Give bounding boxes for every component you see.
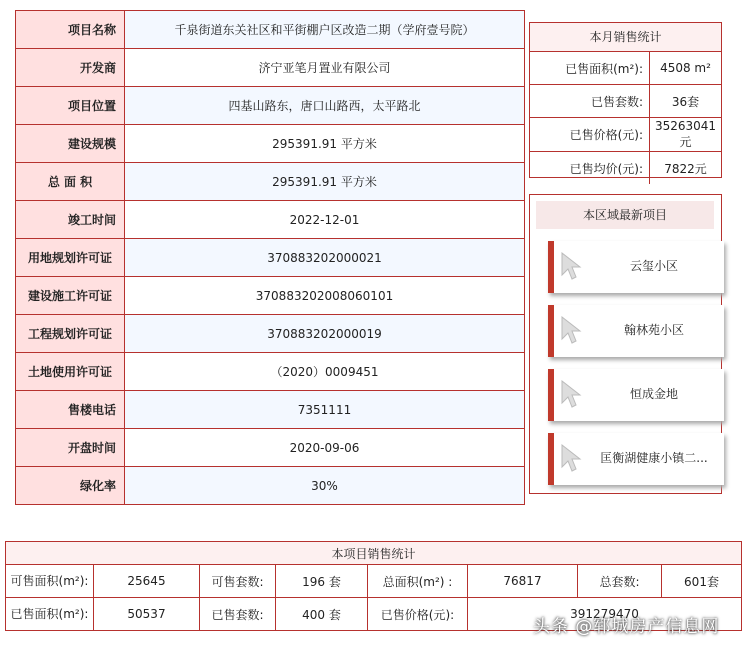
info-label: 建设施工许可证 [16,277,125,315]
stats-value: 391279470 [468,598,742,631]
monthly-value: 35263041元 [650,118,722,152]
info-row [16,201,525,239]
stats-label: 已售价格(元): [368,598,468,631]
info-label: 工程规划许可证 [16,315,125,353]
info-row [16,277,525,315]
monthly-value: 4508 m² [660,61,711,75]
info-value: 30% [125,467,525,505]
info-row [16,87,525,125]
stats-value: 25645 [94,565,200,598]
nearby-project-name[interactable]: 翰林苑小区 [623,323,684,337]
stats-label: 总面积(m²) : [368,565,468,598]
nearby-projects-title: 本区域最新项目 [536,201,714,229]
info-value: 370883202000021 [125,239,525,277]
nearby-project-name[interactable]: 匡衡湖健康小镇二... [600,451,708,465]
info-value: 370883202008060101 [125,277,525,315]
monthly-label: 已售价格(元): [530,118,650,152]
stats-label: 可售套数: [200,565,276,598]
project-sales-title: 本项目销售统计 [6,542,742,565]
info-row [16,391,525,429]
stats-label: 可售面积(m²): [6,565,94,598]
info-value: 2020-09-06 [125,429,525,467]
info-value: 四基山路东，唐口山路西，太平路北 [125,87,525,125]
info-value: 2022-12-01 [125,201,525,239]
info-row [16,315,525,353]
info-value: 7351111 [125,391,525,429]
info-row [16,467,525,505]
stats-value: 400 套 [276,598,368,631]
monthly-value: 7822元 [650,152,722,185]
stats-value: 601套 [662,565,742,598]
info-value: 295391.91 平方米 [125,163,525,201]
info-value: 千泉街道东关社区和平街棚户区改造二期（学府壹号院） [125,11,525,49]
nearby-project-card[interactable] [548,241,724,293]
project-info-table [15,10,525,505]
info-label: 竣工时间 [16,201,125,239]
info-label: 项目名称 [16,11,125,49]
stats-label: 已售面积(m²): [6,598,94,631]
info-label: 总 面 积 [16,163,125,201]
nearby-project-card[interactable] [548,305,724,357]
info-label: 绿化率 [16,467,125,505]
stats-value: 76817 [468,565,578,598]
info-row [16,239,525,277]
stats-label: 已售套数: [200,598,276,631]
cursor-arrow-icon [558,443,586,473]
info-value: （2020）0009451 [125,353,525,391]
monthly-label: 已售面积(m²): [530,52,650,85]
monthly-value: 36套 [650,85,722,118]
info-row [16,11,525,49]
nearby-project-card[interactable] [548,433,724,485]
info-value: 295391.91 平方米 [125,125,525,163]
monthly-row [530,85,721,118]
info-label: 售楼电话 [16,391,125,429]
info-value: 济宁亚笔月置业有限公司 [125,49,525,87]
info-label: 项目位置 [16,87,125,125]
info-row [16,353,525,391]
monthly-row [530,118,721,152]
stats-value: 196 套 [276,565,368,598]
info-label: 用地规划许可证 [16,239,125,277]
info-row [16,125,525,163]
monthly-sales-title: 本月销售统计 [530,23,721,52]
nearby-projects-panel [529,194,722,494]
stats-value: 50537 [94,598,200,631]
info-value: 370883202000019 [125,315,525,353]
monthly-sales-panel [529,22,722,178]
nearby-project-name[interactable]: 云玺小区 [629,259,678,273]
nearby-project-card[interactable] [548,369,724,421]
cursor-arrow-icon [558,379,586,409]
monthly-label: 已售套数: [530,85,650,118]
info-label: 开盘时间 [16,429,125,467]
stats-label: 总套数: [578,565,662,598]
info-row [16,49,525,87]
info-label: 开发商 [16,49,125,87]
info-label: 土地使用许可证 [16,353,125,391]
monthly-label: 已售均价(元): [530,152,650,185]
monthly-row [530,52,721,85]
info-label: 建设规模 [16,125,125,163]
nearby-project-name[interactable]: 恒成金地 [629,387,678,401]
cursor-arrow-icon [558,251,586,281]
info-row [16,163,525,201]
info-row [16,429,525,467]
monthly-row [530,152,721,185]
watermark: 头条 @郓城房产信息网 [533,617,720,637]
stats-row [6,565,742,598]
cursor-arrow-icon [558,315,586,345]
